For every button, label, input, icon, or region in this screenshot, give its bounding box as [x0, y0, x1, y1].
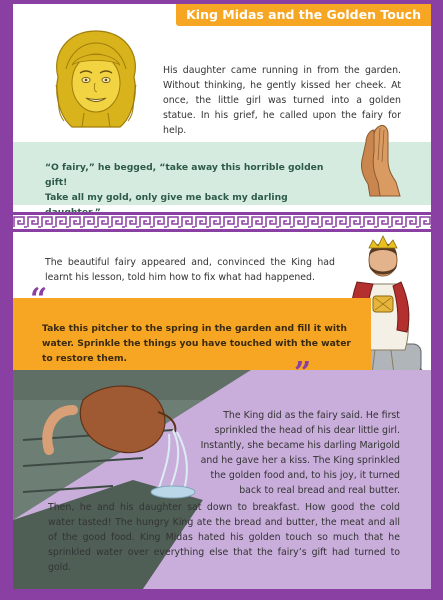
frame-right [431, 0, 443, 600]
page-title: King Midas and the Golden Touch [176, 4, 431, 26]
story-paragraph-6: Then, he and his daughter sat down to breakfast. How good the cold water tasted! The hungry King ate the bread and butter, the meat and all of the good food. King Midas hated his golden touch so much that he sprinkled water over everything else that the fairy’s gift had turned to gold. [48, 502, 400, 574]
fairy-instruction-quote: Take this pitcher to the spring in the garden and fill it with water. Sprinkle the things you have touched with the water to restore them. [42, 323, 351, 365]
king-plea-line-1: “O fairy,” he begged, “take away this horrible golden gift! [45, 162, 324, 188]
golden-girl-illustration [46, 25, 146, 137]
praying-hands-icon [350, 120, 408, 198]
king-plea-line-2: Take all my gold, only give me back my darling [45, 192, 288, 203]
open-quote-mark: “ [30, 282, 48, 317]
frame-left [0, 0, 13, 600]
king-plea-quote [45, 160, 345, 220]
story-paragraph-1: His daughter came running in from the garden. Without thinking, he gently kissed her cheek. At once, the little girl was turned into a golden statue. In his grief, he called upon the fairy for help. [163, 65, 401, 137]
close-quote-mark: ” [294, 356, 312, 391]
story-paragraph-3: The beautiful fairy appeared and, convinced the King had learnt his lesson, told him how to fix what had happened. [45, 257, 335, 284]
story-paragraph-5: The King did as the fairy said. He first sprinkled the head of his dear little girl. Instantly, she became his darling Marigold and he gave her a kiss. The King sprinkled the golden food and, to his joy, it turned back to real bread and real butter. [200, 410, 400, 497]
frame-bottom [0, 589, 443, 600]
